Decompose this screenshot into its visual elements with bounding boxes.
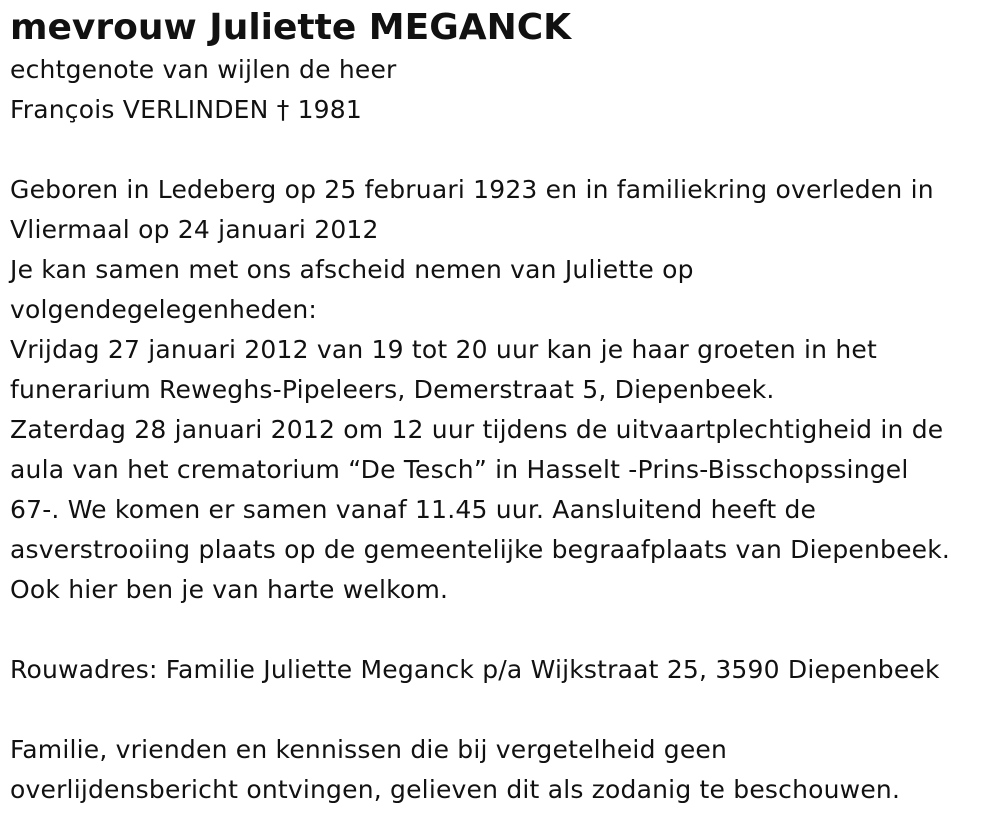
address-line: Rouwadres: Familie Juliette Meganck p/a Wijkstraat 25, 3590 Diepenbeek	[10, 655, 940, 684]
body-line: Geboren in Ledeberg op 25 februari 1923 en in familiekring overleden in	[10, 175, 934, 204]
body-line: Ook hier ben je van harte welkom.	[10, 575, 449, 604]
spouse-line-1: echtgenote van wijlen de heer	[10, 55, 397, 84]
notice-body	[10, 170, 995, 610]
body-line: funerarium Reweghs-Pipeleers, Demerstraat 5, Diepenbeek.	[10, 375, 775, 404]
spacer	[10, 610, 995, 650]
body-line: asverstrooiing plaats op de gemeentelijke begraafplaats van Diepenbeek.	[10, 535, 951, 564]
closing-note	[10, 730, 995, 810]
mourning-address	[10, 650, 995, 690]
deceased-name-title: mevrouw Juliette MEGANCK	[10, 7, 572, 48]
body-line: aula van het crematorium “De Tesch” in Hasselt -Prins-Bisschopssingel	[10, 455, 909, 484]
obituary-notice	[10, 0, 995, 810]
body-line: Je kan samen met ons afscheid nemen van Juliette op	[10, 255, 694, 284]
body-line: Vliermaal op 24 januari 2012	[10, 215, 379, 244]
spacer	[10, 690, 995, 730]
body-line: 67-. We komen er samen vanaf 11.45 uur. Aansluitend heeft de	[10, 495, 817, 524]
spouse-info	[10, 50, 995, 130]
body-line: volgendegelegenheden:	[10, 295, 317, 324]
body-line: Zaterdag 28 januari 2012 om 12 uur tijdens de uitvaartplechtigheid in de	[10, 415, 944, 444]
closing-line-1: Familie, vrienden en kennissen die bij vergetelheid geen	[10, 735, 728, 764]
spacer	[10, 130, 995, 170]
closing-line-2: overlijdensbericht ontvingen, gelieven dit als zodanig te beschouwen.	[10, 775, 901, 804]
spouse-line-2: François VERLINDEN † 1981	[10, 95, 362, 124]
body-line: Vrijdag 27 januari 2012 van 19 tot 20 uur kan je haar groeten in het	[10, 335, 877, 364]
